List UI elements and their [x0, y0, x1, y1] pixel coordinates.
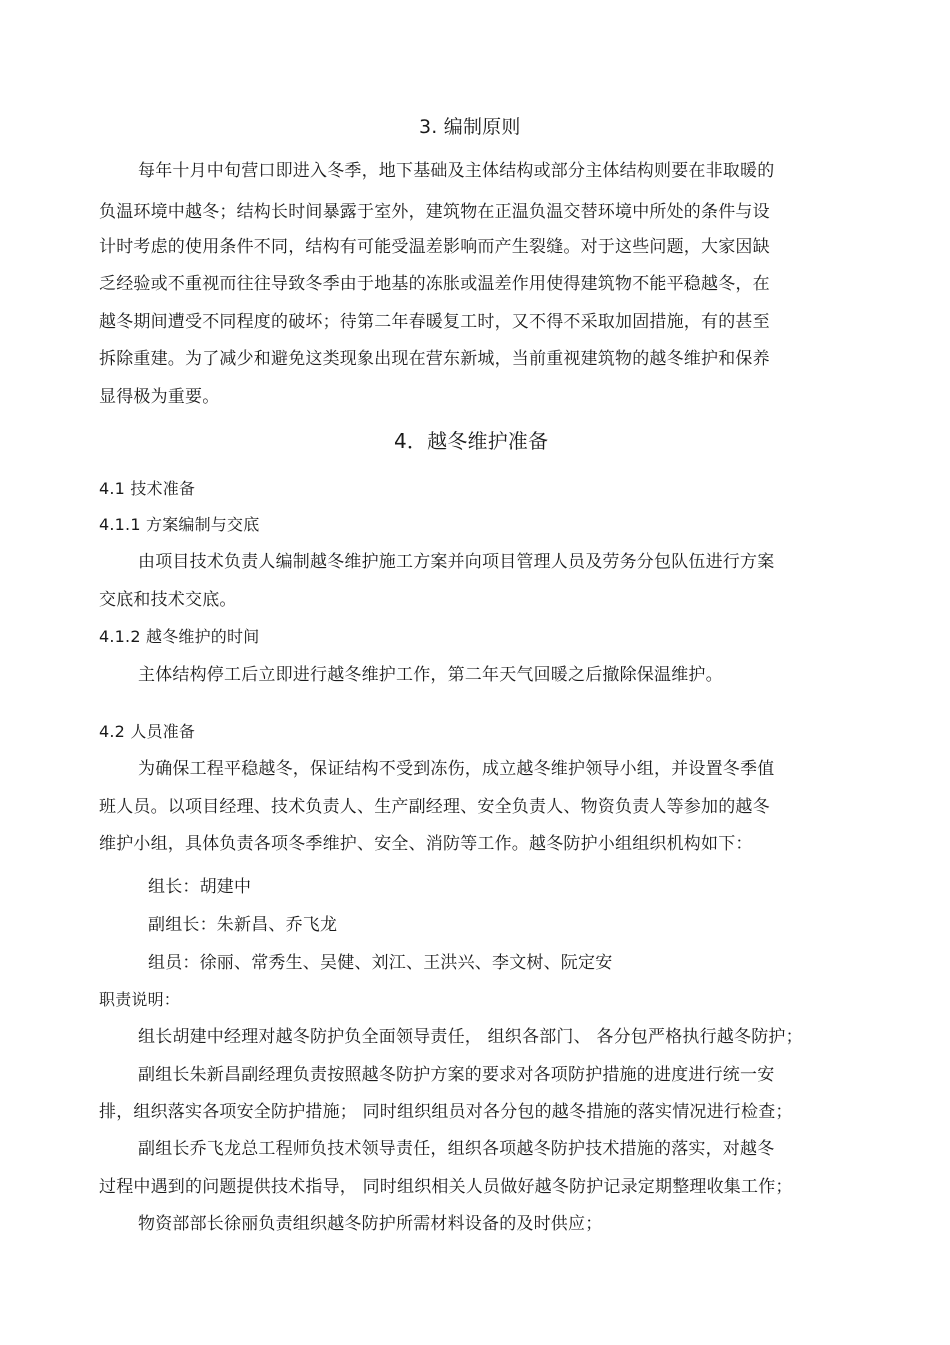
duties-title: 职责说明：	[99, 990, 181, 1009]
text-line: 副组长朱新昌副经理负责按照越冬防护方案的要求对各项防护措施的进度进行统一安	[138, 1065, 775, 1085]
paragraph-4-1-2: 主体结构停工后立即进行越冬维护工作，第二年天气回暖之后撤除保温维护。	[138, 665, 723, 685]
heading-4-1: 4.1 技术准备	[99, 479, 196, 498]
text-line: 排，组织落实各项安全防护措施； 同时组织组员对各分包的越冬措施的落实情况进行检查；	[99, 1102, 793, 1122]
section-4-title: 4．越冬维护准备	[394, 429, 549, 453]
text-line: 越冬期间遭受不同程度的破坏；待第二年春暖复工时，又不得不采取加固措施，有的甚至	[99, 312, 770, 332]
text-line: 维护小组，具体负责各项冬季维护、安全、消防等工作。越冬防护小组组织机构如下：	[99, 834, 753, 854]
member-staff: 组员：徐丽、常秀生、吴健、刘江、王洪兴、李文树、阮定安	[148, 953, 613, 973]
text-line: 每年十月中旬营口即进入冬季，地下基础及主体结构或部分主体结构则要在非取暖的	[138, 161, 775, 181]
heading-4-1-1: 4.1.1 方案编制与交底	[99, 515, 260, 534]
text-line: 班人员。以项目经理、技术负责人、生产副经理、安全负责人、物资负责人等参加的越冬	[99, 797, 770, 817]
text-line: 组长胡建中经理对越冬防护负全面领导责任， 组织各部门、 各分包严格执行越冬防护；	[138, 1027, 803, 1047]
text-line: 为确保工程平稳越冬，保证结构不受到冻伤，成立越冬维护领导小组，并设置冬季值	[138, 759, 775, 779]
text-line: 副组长乔飞龙总工程师负技术领导责任，组织各项越冬防护技术措施的落实，对越冬	[138, 1139, 775, 1159]
heading-4-2: 4.2 人员准备	[99, 722, 196, 741]
text-line: 乏经验或不重视而往往导致冬季由于地基的冻胀或温差作用使得建筑物不能平稳越冬，在	[99, 274, 770, 294]
text-line: 过程中遇到的问题提供技术指导， 同时组织相关人员做好越冬防护记录定期整理收集工作；	[99, 1177, 793, 1197]
text-line: 交底和技术交底。	[99, 590, 237, 610]
text-line: 由项目技术负责人编制越冬维护施工方案并向项目管理人员及劳务分包队伍进行方案	[138, 552, 775, 572]
text-line: 负温环境中越冬；结构长时间暴露于室外，建筑物在正温负温交替环境中所处的条件与设	[99, 202, 770, 222]
member-deputy: 副组长：朱新昌、乔飞龙	[148, 915, 338, 935]
section-3-title: 3. 编制原则	[419, 116, 521, 138]
text-line: 计时考虑的使用条件不同，结构有可能受温差影响而产生裂缝。对于这些问题，大家因缺	[99, 237, 770, 257]
text-line: 物资部部长徐丽负责组织越冬防护所需材料设备的及时供应；	[138, 1214, 603, 1234]
text-line: 显得极为重要。	[99, 387, 220, 407]
text-line: 拆除重建。为了减少和避免这类现象出现在营东新城，当前重视建筑物的越冬维护和保养	[99, 349, 770, 369]
heading-4-1-2: 4.1.2 越冬维护的时间	[99, 627, 260, 646]
member-leader: 组长：胡建中	[148, 877, 252, 897]
